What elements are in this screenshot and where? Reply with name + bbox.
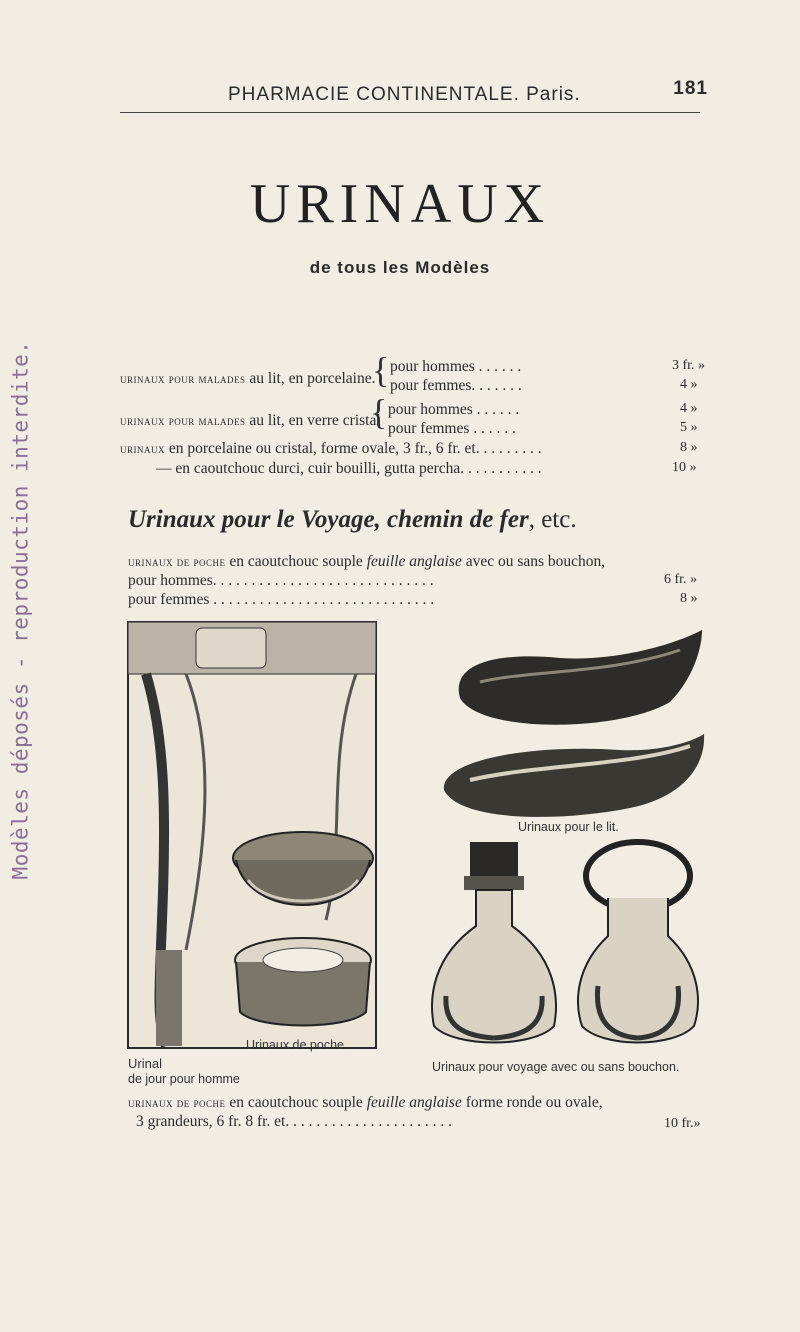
page-title: URINAUX	[249, 173, 551, 235]
price-line-rubber: — en caoutchouc durci, cuir bouilli, gutta percha. . . . . . . . . . .	[156, 460, 542, 477]
option-label: pour hommes . . . . . .	[390, 358, 522, 375]
option-label: pour femmes . . . . . .	[388, 420, 516, 437]
price-value: 8 »	[680, 440, 698, 455]
price-value: 3 fr. »	[672, 358, 706, 373]
bed-urinal-flat-illustration	[430, 728, 710, 824]
page-subtitle: de tous les Modèles	[309, 258, 491, 277]
price-value: 10 »	[672, 460, 697, 475]
header-rule	[120, 112, 700, 113]
page-number: 181	[673, 78, 708, 99]
travel-item-men: pour hommes. . . . . . . . . . . . . . . . . . . . . . . . . . . . .	[128, 572, 434, 589]
footer-line-1: urinaux de poche en caoutchouc souple feuille anglaise forme ronde ou ovale,	[128, 1094, 603, 1111]
brace-icon: {	[372, 350, 390, 390]
option-label: pour hommes . . . . . .	[388, 401, 520, 418]
page-header	[228, 78, 708, 108]
price-value: 4 »	[680, 377, 698, 392]
bed-urinal-illustration	[440, 622, 710, 734]
price-value: 8 »	[680, 591, 698, 606]
footer-line-2: 3 grandeurs, 6 fr. 8 fr. et. . . . . . . . . . . . . . . . . . . . . .	[136, 1113, 452, 1130]
voyage-urinal-bottle-illustration	[424, 836, 564, 1048]
pocket-urinal-bowl-illustration	[228, 820, 378, 930]
section-heading: Urinaux pour le Voyage, chemin de fer, etc.	[128, 506, 577, 533]
price-value: 4 »	[680, 401, 698, 416]
price-line-porcelain: urinaux pour malades au lit, en porcelaine.	[120, 370, 376, 387]
price-value: 5 »	[680, 420, 698, 435]
price-line-oval: urinaux en porcelaine ou cristal, forme ovale, 3 fr., 6 fr. et. . . . . . . . .	[120, 440, 542, 457]
travel-intro: urinaux de poche en caoutchouc souple feuille anglaise avec ou sans bouchon,	[128, 553, 606, 570]
travel-item-women: pour femmes . . . . . . . . . . . . . . . . . . . . . . . . . . . . .	[128, 591, 435, 608]
brace-icon: {	[370, 392, 388, 432]
caption-day-2: de jour pour homme	[128, 1072, 240, 1086]
running-title: PHARMACIE CONTINENTALE. Paris.	[228, 84, 581, 105]
side-watermark: Modèles déposés - reproduction interdite.	[8, 340, 32, 880]
price-value: 6 fr. »	[664, 572, 698, 587]
caption-bed: Urinaux pour le lit.	[518, 820, 619, 834]
pocket-urinal-round-illustration	[228, 930, 378, 1040]
caption-pocket: Urinaux de poche.	[246, 1038, 348, 1052]
caption-voyage: Urinaux pour voyage avec ou sans bouchon.	[432, 1060, 680, 1074]
price-line-crystal: urinaux pour malades au lit, en verre cristal	[120, 412, 381, 429]
option-label: pour femmes. . . . . . .	[390, 377, 522, 394]
caption-day-1: Urinal	[128, 1056, 162, 1071]
voyage-urinal-handle-illustration	[568, 836, 708, 1048]
price-value: 10 fr.»	[664, 1116, 701, 1131]
